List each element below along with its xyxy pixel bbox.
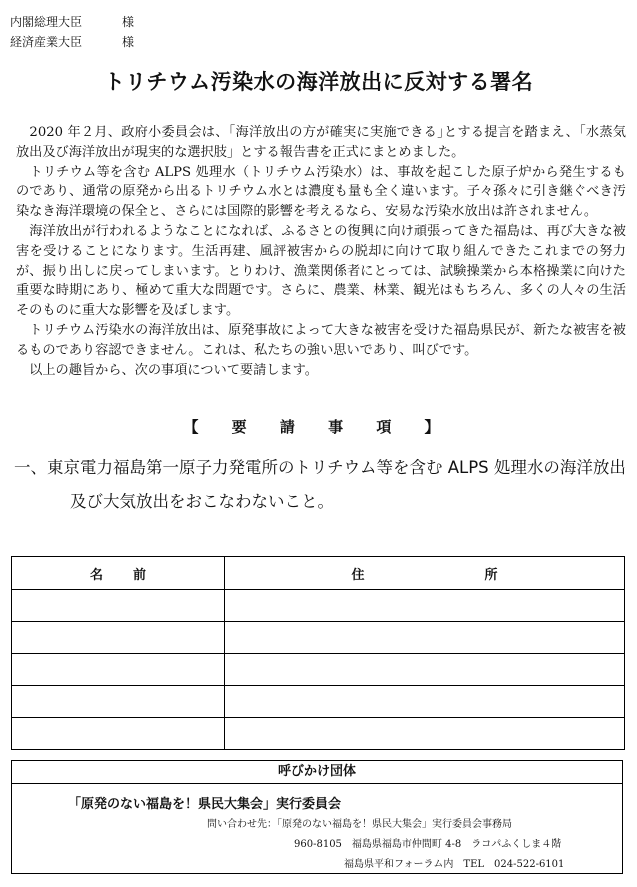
signature-header-row [12,557,625,590]
addressee-title: 経済産業大臣 [10,35,83,49]
signature-table [11,556,625,750]
name-cell[interactable] [12,654,225,686]
request-heading: 【 要 請 事 項 】 [183,418,454,436]
request-item [14,451,629,519]
name-cell[interactable] [12,622,225,654]
paragraph: トリチウム等を含む ALPS 処理水（トリチウム汚染水）は、事故を起こした原子炉から発生するものであり、通常の原発から出るトリチウム水とは濃度も量も全く違います。子々孫々に引き継ぐべき汚染なき海洋環境の保全と、さらには国際的影響を考えるなら、安易な汚染水放出は許されません。 [16,164,626,220]
name-column-header: 名前 [12,557,225,590]
address-cell[interactable] [225,590,625,622]
organizer-box [11,760,623,874]
document-title: トリチウム汚染水の海洋放出に反対する署名 [103,70,534,94]
request-line-2: 及び大気放出をおこなわないこと。 [70,492,334,511]
address-cell[interactable] [225,686,625,718]
signature-row [12,718,625,750]
name-cell[interactable] [12,686,225,718]
paragraph: 2020 年２月、政府小委員会は、｢海洋放出の方が確実に実施できる｣とする提言を踏まえ、「水蒸気放出及び海洋放出が現実的な選択肢」とする報告書を正式にまとめました。 [16,125,626,160]
signature-row [12,654,625,686]
forum-phone: 福島県平和フォーラム内 TEL 024-522-6101 [344,859,565,870]
signature-row [12,590,625,622]
name-cell[interactable] [12,590,225,622]
address-cell[interactable] [225,718,625,750]
paragraph: 海洋放出が行われるようなことになれば、ふるさとの復興に向け頑張ってきた福島は、再び大きな被害を受けることになります。生活再建、風評被害からの脱却に向けて取り組んできたこれまでの努力が、振り出しに戻ってしまいます。とりわけ、漁業関係者にとっては、試験操業から本格操業に向けた重要な時期にあり、極めて重大な問題です。さらに、農業、林業、観光はもちろん、多くの人々の生活そのものに重大な影響を及ぼします。 [16,223,626,319]
signature-row [12,686,625,718]
address-cell[interactable] [225,622,625,654]
addressee-honorific: 様 [122,35,135,49]
addressee-title: 内閣総理大臣 [10,15,83,29]
address-cell[interactable] [225,654,625,686]
addressee-meti-minister [10,34,135,50]
paragraph: トリチウム汚染水の海洋放出は、原発事故によって大きな被害を受けた福島県民が、新たな被害を被るものであり容認できません。これは、私たちの強い思いであり、叫びです。 [16,322,626,358]
paragraph: 以上の趣旨から、次の事項について要請します。 [16,362,318,378]
addressee-prime-minister [10,14,135,30]
petition-body [16,123,626,380]
addressee-honorific: 様 [122,15,135,29]
contact-line: 問い合わせ先：「原発のない福島を！県民大集会」実行委員会事務局 [207,819,512,830]
signature-row [12,622,625,654]
request-line-1: 一、東京電力福島第一原子力発電所のトリチウム等を含む ALPS 処理水の海洋放出 [14,458,626,477]
organizer-heading: 呼びかけ団体 [12,761,622,784]
address-column-header: 住所 [225,557,625,590]
postal-address: 960-8105 福島県福島市仲間町 4-8 ラコパふくしま４階 [294,839,562,850]
name-cell[interactable] [12,718,225,750]
organizer-name: 「原発のない福島を！県民大集会」実行委員会 [68,797,342,812]
